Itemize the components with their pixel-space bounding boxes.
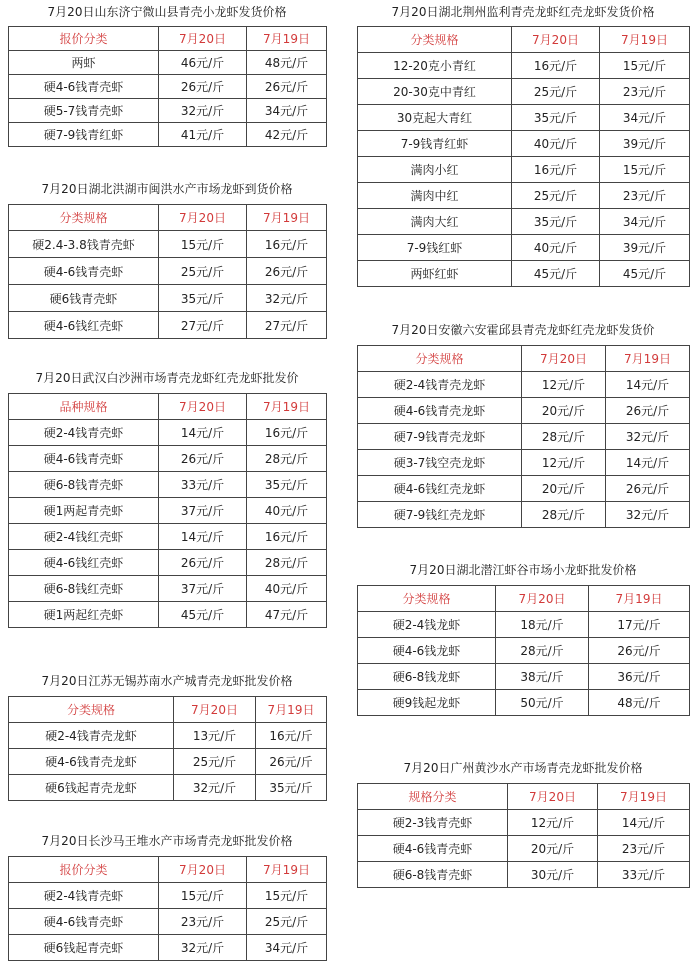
price-table xyxy=(8,26,327,147)
table-row xyxy=(358,612,690,638)
price-cell: 20元/斤 xyxy=(522,398,606,424)
spec-cell: 硬6钱起青壳虾 xyxy=(9,935,159,961)
table-row xyxy=(358,502,690,528)
price-cell: 39元/斤 xyxy=(600,235,690,261)
header-date-2: 7月19日 xyxy=(600,27,690,53)
table-row xyxy=(358,157,690,183)
price-cell: 32元/斤 xyxy=(606,502,690,528)
table-row xyxy=(9,723,327,749)
table-row xyxy=(358,209,690,235)
price-cell: 16元/斤 xyxy=(247,231,327,258)
table-row xyxy=(358,131,690,157)
table-title: 7月20日湖北洪湖市闽洪水产市场龙虾到货价格 xyxy=(41,182,293,196)
price-cell: 16元/斤 xyxy=(247,524,327,550)
price-cell: 28元/斤 xyxy=(247,446,327,472)
price-cell: 14元/斤 xyxy=(159,420,247,446)
spec-cell: 7-9钱红虾 xyxy=(358,235,512,261)
spec-cell: 硬4-6钱红壳虾 xyxy=(9,312,159,339)
table-row xyxy=(358,424,690,450)
spec-cell: 硬4-6钱青壳虾 xyxy=(9,909,159,935)
table-row xyxy=(9,749,327,775)
header-date-1: 7月20日 xyxy=(496,586,589,612)
table-row xyxy=(9,75,327,99)
spec-cell: 硬2-4钱红壳虾 xyxy=(9,524,159,550)
header-category: 规格分类 xyxy=(358,784,508,810)
table-title: 7月20日长沙马王堆水产市场青壳龙虾批发价格 xyxy=(41,834,293,848)
table-title: 7月20日湖北潜江虾谷市场小龙虾批发价格 xyxy=(409,563,637,577)
table-row xyxy=(358,450,690,476)
spec-cell: 两虾 xyxy=(9,51,159,75)
price-cell: 33元/斤 xyxy=(159,472,247,498)
spec-cell: 硬2-4钱青壳龙虾 xyxy=(358,372,522,398)
table-row xyxy=(9,498,327,524)
header-category: 分类规格 xyxy=(358,27,512,53)
spec-cell: 硬4-6钱青壳龙虾 xyxy=(358,398,522,424)
header-category: 分类规格 xyxy=(358,586,496,612)
price-cell: 35元/斤 xyxy=(256,775,327,801)
price-cell: 13元/斤 xyxy=(174,723,256,749)
price-table xyxy=(357,783,690,888)
spec-cell: 7-9钱青红虾 xyxy=(358,131,512,157)
spec-cell: 硬7-9钱红壳龙虾 xyxy=(358,502,522,528)
table-row xyxy=(9,231,327,258)
price-cell: 38元/斤 xyxy=(496,664,589,690)
table-title: 7月20日武汉白沙洲市场青壳龙虾红壳龙虾批发价 xyxy=(35,371,299,385)
price-cell: 20元/斤 xyxy=(508,836,598,862)
price-cell: 26元/斤 xyxy=(606,398,690,424)
price-table-block-2 xyxy=(8,180,326,339)
table-row xyxy=(358,664,690,690)
price-cell: 50元/斤 xyxy=(496,690,589,716)
price-cell: 15元/斤 xyxy=(600,157,690,183)
price-cell: 16元/斤 xyxy=(512,53,600,79)
price-table-block-1 xyxy=(8,4,326,147)
table-header-row xyxy=(358,346,690,372)
table-title: 7月20日湖北荆州监利青壳龙虾红壳龙虾发货价格 xyxy=(391,5,655,19)
table-row xyxy=(9,935,327,961)
price-cell: 47元/斤 xyxy=(247,602,327,628)
header-date-2: 7月19日 xyxy=(256,697,327,723)
spec-cell: 硬4-6钱青壳虾 xyxy=(358,836,508,862)
spec-cell: 12-20克小青红 xyxy=(358,53,512,79)
price-cell: 25元/斤 xyxy=(512,183,600,209)
table-header-row xyxy=(9,697,327,723)
table-row xyxy=(358,105,690,131)
table-row xyxy=(358,183,690,209)
header-category: 分类规格 xyxy=(358,346,522,372)
price-cell: 27元/斤 xyxy=(159,312,247,339)
price-cell: 25元/斤 xyxy=(159,258,247,285)
table-row xyxy=(358,862,690,888)
header-date-1: 7月20日 xyxy=(159,27,247,51)
price-cell: 16元/斤 xyxy=(256,723,327,749)
header-date-1: 7月20日 xyxy=(174,697,256,723)
price-cell: 23元/斤 xyxy=(600,79,690,105)
price-table xyxy=(357,585,690,716)
spec-cell: 硬2-4钱龙虾 xyxy=(358,612,496,638)
header-date-1: 7月20日 xyxy=(159,394,247,420)
spec-cell: 硬6钱起青壳龙虾 xyxy=(9,775,174,801)
table-row xyxy=(358,261,690,287)
price-cell: 35元/斤 xyxy=(512,105,600,131)
spec-cell: 硬4-6钱青壳虾 xyxy=(9,258,159,285)
table-row xyxy=(9,883,327,909)
spec-cell: 满肉大红 xyxy=(358,209,512,235)
price-cell: 26元/斤 xyxy=(606,476,690,502)
price-table-block-3 xyxy=(8,369,326,628)
table-row xyxy=(358,836,690,862)
spec-cell: 硬2-3钱青壳虾 xyxy=(358,810,508,836)
table-title: 7月20日安徽六安霍邱县青壳龙虾红壳龙虾发货价 xyxy=(391,323,655,337)
price-cell: 25元/斤 xyxy=(174,749,256,775)
header-date-2: 7月19日 xyxy=(606,346,690,372)
price-cell: 34元/斤 xyxy=(247,99,327,123)
price-table-block-7 xyxy=(357,321,689,528)
header-date-1: 7月20日 xyxy=(512,27,600,53)
spec-cell: 硬6-8钱红壳虾 xyxy=(9,576,159,602)
table-header-row xyxy=(9,205,327,231)
price-cell: 28元/斤 xyxy=(522,424,606,450)
table-row xyxy=(358,79,690,105)
header-date-1: 7月20日 xyxy=(159,205,247,231)
spec-cell: 硬3-7钱空壳龙虾 xyxy=(358,450,522,476)
header-category: 品种规格 xyxy=(9,394,159,420)
table-row xyxy=(9,576,327,602)
table-row xyxy=(9,446,327,472)
price-cell: 26元/斤 xyxy=(159,75,247,99)
price-cell: 40元/斤 xyxy=(512,235,600,261)
table-row xyxy=(358,398,690,424)
header-date-2: 7月19日 xyxy=(247,394,327,420)
price-table-block-8 xyxy=(357,561,689,716)
price-cell: 45元/斤 xyxy=(600,261,690,287)
header-date-2: 7月19日 xyxy=(247,205,327,231)
price-cell: 40元/斤 xyxy=(247,576,327,602)
price-cell: 15元/斤 xyxy=(247,883,327,909)
spec-cell: 硬2-4钱青壳龙虾 xyxy=(9,723,174,749)
table-row xyxy=(358,638,690,664)
table-row xyxy=(9,312,327,339)
price-cell: 25元/斤 xyxy=(512,79,600,105)
table-row xyxy=(358,235,690,261)
price-cell: 15元/斤 xyxy=(600,53,690,79)
price-cell: 15元/斤 xyxy=(159,883,247,909)
table-row xyxy=(358,476,690,502)
price-cell: 33元/斤 xyxy=(598,862,690,888)
table-header-row xyxy=(9,394,327,420)
spec-cell: 硬7-9钱青红虾 xyxy=(9,123,159,147)
table-row xyxy=(9,550,327,576)
table-title: 7月20日山东济宁微山县青壳小龙虾发货价格 xyxy=(47,5,287,19)
spec-cell: 硬4-6钱红壳龙虾 xyxy=(358,476,522,502)
spec-cell: 硬4-6钱红壳虾 xyxy=(9,550,159,576)
header-date-1: 7月20日 xyxy=(508,784,598,810)
header-category: 报价分类 xyxy=(9,27,159,51)
spec-cell: 硬4-6钱青壳龙虾 xyxy=(9,749,174,775)
spec-cell: 硬6钱青壳虾 xyxy=(9,285,159,312)
price-cell: 26元/斤 xyxy=(589,638,690,664)
price-cell: 40元/斤 xyxy=(512,131,600,157)
table-title: 7月20日广州黄沙水产市场青壳龙虾批发价格 xyxy=(403,761,643,775)
table-header-row xyxy=(358,586,690,612)
table-row xyxy=(9,258,327,285)
price-cell: 34元/斤 xyxy=(600,105,690,131)
table-title: 7月20日江苏无锡苏南水产城青壳龙虾批发价格 xyxy=(41,674,293,688)
table-row xyxy=(9,51,327,75)
spec-cell: 硬7-9钱青壳龙虾 xyxy=(358,424,522,450)
spec-cell: 硬4-6钱青壳虾 xyxy=(9,75,159,99)
table-row xyxy=(358,690,690,716)
header-category: 分类规格 xyxy=(9,697,174,723)
price-cell: 37元/斤 xyxy=(159,576,247,602)
table-row xyxy=(9,909,327,935)
header-date-2: 7月19日 xyxy=(589,586,690,612)
price-cell: 48元/斤 xyxy=(247,51,327,75)
price-cell: 26元/斤 xyxy=(247,258,327,285)
spec-cell: 硬4-6钱青壳虾 xyxy=(9,446,159,472)
price-cell: 27元/斤 xyxy=(247,312,327,339)
price-cell: 14元/斤 xyxy=(606,450,690,476)
price-cell: 14元/斤 xyxy=(159,524,247,550)
price-table xyxy=(357,345,690,528)
price-cell: 23元/斤 xyxy=(598,836,690,862)
table-header-row xyxy=(358,784,690,810)
price-cell: 16元/斤 xyxy=(247,420,327,446)
spec-cell: 硬6-8钱青壳虾 xyxy=(9,472,159,498)
spec-cell: 两虾红虾 xyxy=(358,261,512,287)
price-cell: 12元/斤 xyxy=(508,810,598,836)
spec-cell: 硬4-6钱龙虾 xyxy=(358,638,496,664)
spec-cell: 硬1两起青壳虾 xyxy=(9,498,159,524)
price-cell: 32元/斤 xyxy=(159,99,247,123)
price-cell: 32元/斤 xyxy=(174,775,256,801)
header-date-1: 7月20日 xyxy=(522,346,606,372)
price-cell: 28元/斤 xyxy=(496,638,589,664)
table-header-row xyxy=(9,27,327,51)
header-date-2: 7月19日 xyxy=(598,784,690,810)
spec-cell: 硬2-4钱青壳虾 xyxy=(9,420,159,446)
spec-cell: 20-30克中青红 xyxy=(358,79,512,105)
price-cell: 25元/斤 xyxy=(247,909,327,935)
price-table xyxy=(357,26,690,287)
price-table-block-9 xyxy=(357,759,689,888)
price-cell: 26元/斤 xyxy=(159,446,247,472)
price-cell: 26元/斤 xyxy=(159,550,247,576)
price-cell: 30元/斤 xyxy=(508,862,598,888)
table-row xyxy=(9,420,327,446)
price-cell: 23元/斤 xyxy=(600,183,690,209)
price-cell: 35元/斤 xyxy=(512,209,600,235)
price-cell: 32元/斤 xyxy=(247,285,327,312)
spec-cell: 30克起大青红 xyxy=(358,105,512,131)
price-cell: 34元/斤 xyxy=(600,209,690,235)
price-cell: 28元/斤 xyxy=(247,550,327,576)
price-table xyxy=(8,696,327,801)
price-cell: 15元/斤 xyxy=(159,231,247,258)
price-cell: 17元/斤 xyxy=(589,612,690,638)
spec-cell: 硬2.4-3.8钱青壳虾 xyxy=(9,231,159,258)
table-row xyxy=(9,602,327,628)
spec-cell: 满肉中红 xyxy=(358,183,512,209)
table-header-row xyxy=(9,857,327,883)
price-table-block-4 xyxy=(8,672,326,801)
price-cell: 26元/斤 xyxy=(247,75,327,99)
price-cell: 39元/斤 xyxy=(600,131,690,157)
price-cell: 46元/斤 xyxy=(159,51,247,75)
header-date-2: 7月19日 xyxy=(247,857,327,883)
price-cell: 23元/斤 xyxy=(159,909,247,935)
price-cell: 48元/斤 xyxy=(589,690,690,716)
price-cell: 34元/斤 xyxy=(247,935,327,961)
table-row xyxy=(9,285,327,312)
price-cell: 45元/斤 xyxy=(512,261,600,287)
price-cell: 12元/斤 xyxy=(522,450,606,476)
price-cell: 35元/斤 xyxy=(159,285,247,312)
price-cell: 32元/斤 xyxy=(606,424,690,450)
price-cell: 28元/斤 xyxy=(522,502,606,528)
header-category: 分类规格 xyxy=(9,205,159,231)
price-cell: 20元/斤 xyxy=(522,476,606,502)
price-table-block-6 xyxy=(357,4,689,287)
spec-cell: 硬1两起红壳虾 xyxy=(9,602,159,628)
price-cell: 40元/斤 xyxy=(247,498,327,524)
table-header-row xyxy=(358,27,690,53)
price-cell: 37元/斤 xyxy=(159,498,247,524)
price-cell: 14元/斤 xyxy=(606,372,690,398)
price-cell: 45元/斤 xyxy=(159,602,247,628)
price-cell: 18元/斤 xyxy=(496,612,589,638)
table-row xyxy=(9,775,327,801)
price-cell: 41元/斤 xyxy=(159,123,247,147)
price-cell: 32元/斤 xyxy=(159,935,247,961)
header-category: 报价分类 xyxy=(9,857,159,883)
table-row xyxy=(358,810,690,836)
table-row xyxy=(9,472,327,498)
header-date-1: 7月20日 xyxy=(159,857,247,883)
price-table-block-5 xyxy=(8,832,326,961)
price-table xyxy=(8,856,327,961)
price-cell: 14元/斤 xyxy=(598,810,690,836)
table-row xyxy=(358,372,690,398)
spec-cell: 硬9钱起龙虾 xyxy=(358,690,496,716)
price-cell: 12元/斤 xyxy=(522,372,606,398)
spec-cell: 硬2-4钱青壳虾 xyxy=(9,883,159,909)
spec-cell: 硬6-8钱龙虾 xyxy=(358,664,496,690)
table-row xyxy=(9,99,327,123)
table-row xyxy=(9,524,327,550)
price-cell: 26元/斤 xyxy=(256,749,327,775)
price-cell: 16元/斤 xyxy=(512,157,600,183)
price-cell: 36元/斤 xyxy=(589,664,690,690)
spec-cell: 硬5-7钱青壳虾 xyxy=(9,99,159,123)
table-row xyxy=(358,53,690,79)
price-cell: 42元/斤 xyxy=(247,123,327,147)
spec-cell: 硬6-8钱青壳虾 xyxy=(358,862,508,888)
price-cell: 35元/斤 xyxy=(247,472,327,498)
price-table xyxy=(8,393,327,628)
price-table xyxy=(8,204,327,339)
table-row xyxy=(9,123,327,147)
header-date-2: 7月19日 xyxy=(247,27,327,51)
spec-cell: 满肉小红 xyxy=(358,157,512,183)
